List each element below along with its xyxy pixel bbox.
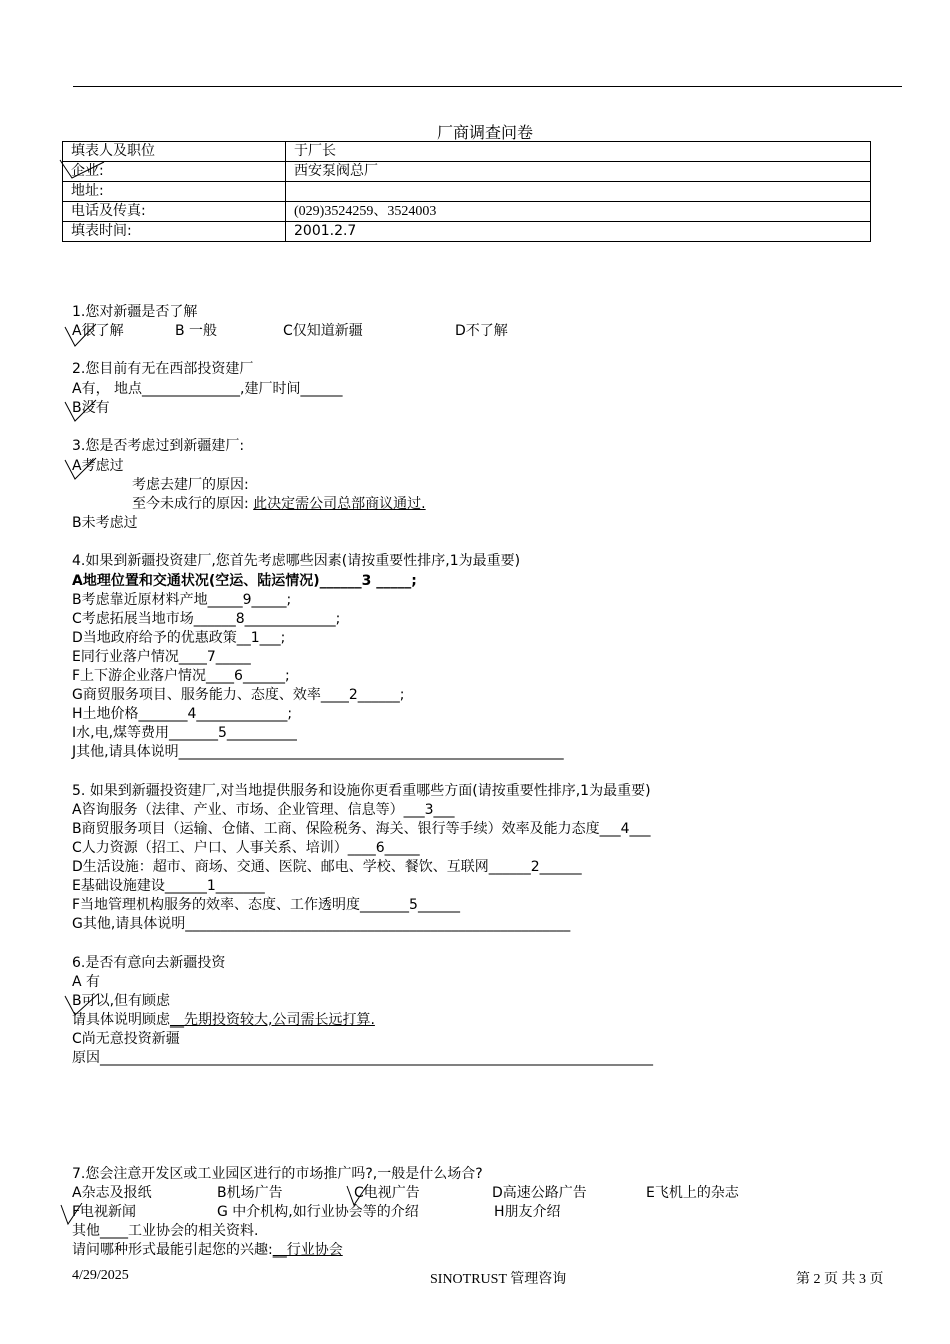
- header-rule: [73, 86, 902, 87]
- q5-item: E基础设施建设______1_______: [72, 878, 265, 894]
- table-value: [286, 182, 871, 202]
- footer-company: SINOTRUST 管理咨询: [430, 1272, 567, 1287]
- table-label: 地址:: [63, 182, 286, 202]
- q4-item: D当地政府给予的优惠政策__1___;: [72, 630, 286, 646]
- q4-item: B考虑靠近原材料产地_____9_____;: [72, 592, 292, 608]
- q7-option-e: E飞机上的杂志: [646, 1185, 739, 1201]
- q7-question: 7.您会注意开发区或工业园区进行的市场推广吗?,一般是什么场合?: [72, 1166, 483, 1182]
- q6-detail: [72, 1011, 375, 1030]
- table-label: 填表人及职位: [63, 142, 286, 162]
- q7-option-h: H朋友介绍: [494, 1204, 561, 1220]
- q6-reason-line: 原因_______________________________________________________________________________: [72, 1050, 653, 1066]
- table-value: 西安泵阀总厂: [286, 162, 871, 182]
- q6-detail-label: 请具体说明顾虑: [72, 1012, 170, 1028]
- q1-option-c: C仅知道新疆: [283, 323, 363, 339]
- table-row: [63, 142, 871, 162]
- table-label: 电话及传真:: [63, 202, 286, 222]
- q6-detail-answer: __先期投资较大,公司需长远打算.: [170, 1012, 375, 1028]
- q6-question: 6.是否有意向去新疆投资: [72, 955, 226, 971]
- q6-option-a: A 有: [72, 974, 101, 990]
- q1-option-d: D不了解: [455, 323, 508, 339]
- footer-date: 4/29/2025: [72, 1268, 129, 1283]
- q4-item: C考虑拓展当地市场______8_____________;: [72, 611, 341, 627]
- q7-option-g: G 中介机构,如行业协会等的介绍: [217, 1204, 419, 1220]
- q5-item: B商贸服务项目（运输、仓储、工商、保险税务、海关、银行等手续）效率及能力态度___4___: [72, 821, 651, 837]
- q4-item: I水,电,煤等费用_______5__________: [72, 725, 297, 741]
- q6-option-c: C尚无意投资新疆: [72, 1031, 180, 1047]
- q7-other: 其他____工业协会的相关资料.: [72, 1223, 259, 1239]
- table-row: [63, 202, 871, 222]
- q3-reason-label: 考虑去建厂的原因:: [132, 477, 249, 493]
- table-value: 2001.2.7: [286, 222, 871, 242]
- q7-interest: [72, 1241, 343, 1260]
- q4-item: E同行业落户情况____7_____: [72, 649, 251, 665]
- q4-item: A地理位置和交通状况(空运、陆运情况)______3 _____;: [72, 573, 417, 589]
- table-label: 填表时间:: [63, 222, 286, 242]
- q4-item: H土地价格_______4_____________;: [72, 706, 293, 722]
- q3-not-yet: [132, 495, 426, 514]
- q2-option-a: A有， 地点______________,建厂时间______: [72, 381, 343, 397]
- q4-item: J其他,请具体说明_______________________________________________________: [72, 744, 564, 760]
- q3-option-a: A考虑过: [72, 458, 124, 474]
- q5-item: C人力资源（招工、户口、人事关系、培训）____6_____: [72, 840, 420, 856]
- q7-option-c: C电视广告: [354, 1185, 420, 1201]
- footer-page-number: 第 2 页 共 3 页: [796, 1272, 884, 1287]
- q6-option-b: B可以,但有顾虑: [72, 993, 171, 1009]
- page-title: 厂商调查问卷: [436, 125, 533, 142]
- table-label: 企业:: [63, 162, 286, 182]
- table-value: (029)3524259、3524003: [286, 202, 871, 222]
- q1-option-b: B 一般: [175, 323, 218, 339]
- q1-option-a: A很了解: [72, 323, 124, 339]
- q7-option-f: F电视新闻: [72, 1204, 137, 1220]
- q3-question: 3.您是否考虑过到新疆建厂:: [72, 438, 245, 454]
- q2-question: 2.您目前有无在西部投资建厂: [72, 361, 254, 377]
- q4-item: F上下游企业落户情况____6______;: [72, 668, 290, 684]
- table-row: [63, 182, 871, 202]
- q7-interest-answer: __行业协会: [272, 1242, 343, 1258]
- q4-item: G商贸服务项目、服务能力、态度、效率____2______;: [72, 687, 405, 703]
- q1-question: 1.您对新疆是否了解: [72, 304, 198, 320]
- q5-question: 5. 如果到新疆投资建厂,对当地提供服务和设施你更看重哪些方面(请按重要性排序,1为最重要): [72, 783, 651, 799]
- q3-not-yet-answer: 此决定需公司总部商议通过.: [253, 496, 426, 512]
- q5-item: D生活设施：超市、商场、交通、医院、邮电、学校、餐饮、互联网______2______: [72, 859, 582, 875]
- table-row: [63, 162, 871, 182]
- q3-not-yet-label: 至今未成行的原因:: [132, 496, 249, 512]
- info-table: [62, 141, 871, 242]
- q5-item: G其他,请具体说明_______________________________________________________: [72, 916, 571, 932]
- q4-question: 4.如果到新疆投资建厂,您首先考虑哪些因素(请按重要性排序,1为最重要): [72, 553, 521, 569]
- q7-option-d: D高速公路广告: [492, 1185, 587, 1201]
- q5-item: A咨询服务（法律、产业、市场、企业管理、信息等）___3___: [72, 802, 455, 818]
- table-row: [63, 222, 871, 242]
- q2-option-b: B没有: [72, 400, 110, 416]
- q5-item: F当地管理机构服务的效率、态度、工作透明度_______5______: [72, 897, 460, 913]
- q3-option-b: B未考虑过: [72, 515, 138, 531]
- table-value: 于厂长: [286, 142, 871, 162]
- q7-interest-label: 请问哪种形式最能引起您的兴趣:: [72, 1242, 273, 1258]
- q7-option-a: A杂志及报纸: [72, 1185, 152, 1201]
- q7-option-b: B机场广告: [217, 1185, 283, 1201]
